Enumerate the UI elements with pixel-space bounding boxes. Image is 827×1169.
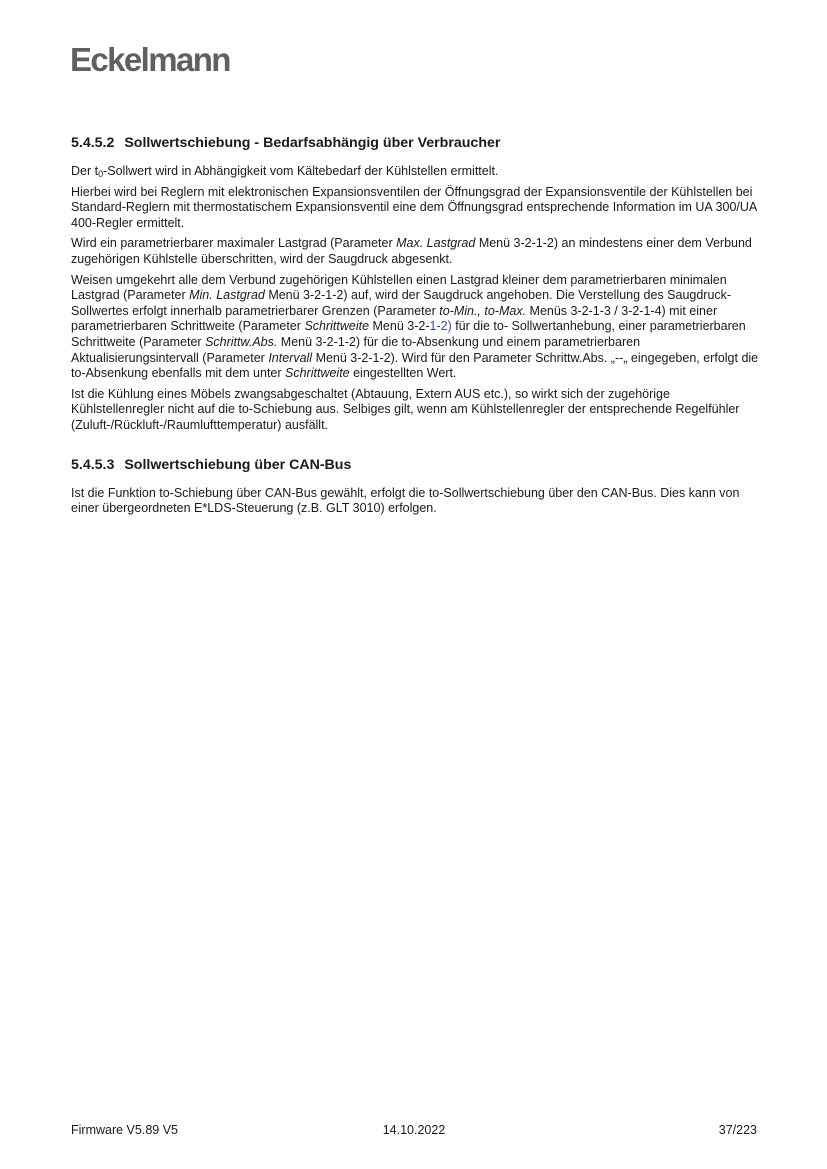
section-heading-5-4-5-2 [71, 134, 761, 152]
page-number: 37/223 [718, 1123, 757, 1137]
paragraph: Ist die Funktion to-Schiebung über CAN-Bus gewählt, erfolgt die to-Sollwertschiebung über den CAN-Bus. Dies kann von einer übergeordneten E*LDS-Steuerung (z.B. GLT 3010) erfolgen. [71, 485, 740, 516]
paragraph: Hierbei wird bei Reglern mit elektronischen Expansionsventilen der Öffnungsgrad der Expansionsventile der Kühlstellen bei Standard-Reglern mit thermostatischem Expansionsventil eine dem Öffnungsgrad entsprechende Information im UA 300/UA 400-Regler ermittelt. [71, 184, 757, 230]
cross-reference-link[interactable]: 1-2) [429, 319, 452, 334]
paragraph: Der $t_0$-Sollwert wird in Abhängigkeit vom Kältebedarf der Kühlstellen ermittelt. [71, 164, 499, 179]
paragraph: Wird ein parametrierbarer maximaler Lastgrad (Parameter Max. Lastgrad Menü 3-2-1-2) an mindestens einer dem Verbund zugehörigen Kühlstelle überschritten, wird der Saugdruck abgesenkt. [71, 236, 752, 266]
paragraph: Ist die Kühlung eines Möbels zwangsabgeschaltet (Abtauung, Extern AUS etc.), so wirkt sich der zugehörige Kühlstellenregler nicht auf die to-Schiebung aus. Selbiges gilt, wenn am Kühlstellenregler der entsprechende Regelfühler (Zuluft-/Rückluft-/Raumlufttemperatur) ausfällt. [71, 386, 740, 432]
document-date: 14.10.2022 [382, 1123, 446, 1137]
section-title: Sollwertschiebung - Bedarfsabhängig über Verbraucher [124, 135, 501, 151]
brand-logo: Eckelmann [70, 41, 230, 78]
firmware-version: Firmware V5.89 V5 [71, 1123, 178, 1137]
paragraph: Weisen umgekehrt alle dem Verbund zugehörigen Kühlstellen einen Lastgrad kleiner dem parametrierbaren minimalen Lastgrad (Parameter Min. Lastgrad Menü 3-2-1-2) auf, wird der Saugdruck angehoben. Die Verstellung des Saugdruck-Sollwertes erfolgt innerhalb parametrierbarer Grenzen (Parameter to-Min., to-Max. Menüs 3-2-1-3 / 3-2-1-4) mit einer parametrierbaren Schrittweite (Parameter Schrittweite Menü 3-2-1-2) für die to- Sollwertanhebung, einer parametrierbaren Schrittweite (Parameter Schrittw.Abs. Menü 3-2-1-2) für die to-Absenkung und einem parametrierbaren Aktualisierungsintervall (Parameter Intervall Menü 3-2-1-2). Wird für den Parameter Schrittw.Abs. „--„ eingegeben, erfolgt die to-Absenkung ebenfalls mit dem unter Schrittweite eingestellten Wert. [71, 272, 759, 381]
section-number: 5.4.5.3 [71, 456, 115, 473]
section-heading-5-4-5-3 [71, 456, 761, 474]
section-number: 5.4.5.2 [71, 135, 115, 151]
section-title: Sollwertschiebung über CAN-Bus [124, 456, 352, 473]
document-body [71, 134, 761, 522]
